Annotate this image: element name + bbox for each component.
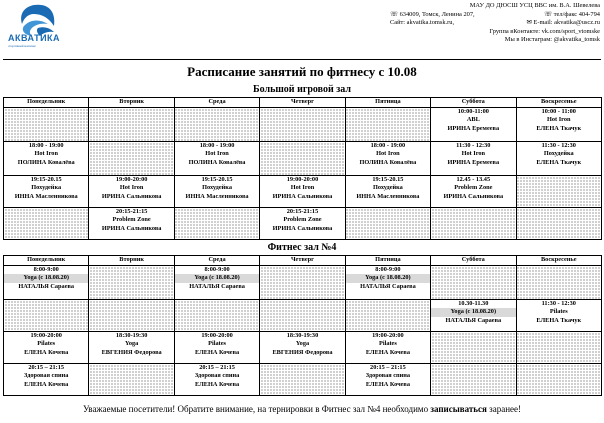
class-slot: [174, 332, 259, 364]
wave-logo-icon: [21, 5, 54, 36]
class-trainer: ИРИНА Сальникова: [443, 192, 504, 200]
class-name: Hot Iron: [547, 116, 571, 124]
class-slot: [89, 332, 174, 364]
class-name: Здоровая спина: [194, 372, 240, 380]
class-trainer: ЕЛЕНА Кочева: [24, 380, 69, 388]
class-time: 8:00-9:00: [33, 266, 59, 273]
class-time: 20:15-21:15: [115, 208, 148, 215]
class-trainer: ПОЛИНА Ковалёва: [188, 158, 246, 166]
class-slot: [89, 208, 174, 240]
phone: ☏ тел/факс 404-794: [544, 10, 600, 18]
class-trainer: ИННА Масленникова: [14, 192, 78, 200]
empty-slot: [174, 108, 259, 142]
day-header: Суббота: [431, 256, 516, 266]
empty-slot: [345, 108, 430, 142]
class-name: Hot Iron: [34, 150, 58, 158]
class-slot: [4, 364, 89, 396]
class-time: 19:00-20:00: [201, 332, 233, 339]
class-trainer: ЕЛЕНА Ткачук: [536, 158, 582, 166]
day-header: Среда: [174, 256, 259, 266]
class-name: Pilates: [378, 340, 397, 348]
footer-notice: [0, 404, 604, 414]
empty-slot: [345, 208, 430, 240]
empty-slot: [89, 108, 174, 142]
class-name: Yoga (с 18.08.20): [431, 308, 515, 316]
hall-2-title: Фитнес зал №4: [267, 242, 337, 253]
address: ☏ 634009, Томск, Ленина 207,: [390, 10, 475, 18]
class-time: 10:00 - 11:00: [541, 108, 576, 115]
day-header: Среда: [174, 98, 259, 108]
empty-slot: [260, 142, 345, 176]
class-time: 19:00-20:00: [115, 176, 148, 183]
empty-slot: [516, 364, 601, 396]
class-name: Здоровая спина: [24, 372, 69, 380]
schedule-row: [4, 364, 602, 396]
class-name: Yoga (с 18.08.20): [346, 274, 430, 282]
class-name: Problem Zone: [454, 184, 493, 192]
class-trainer: ИРИНА Сальникова: [272, 192, 333, 200]
logo-tagline: спортивный комплекс: [8, 44, 37, 48]
empty-slot: [431, 266, 516, 300]
empty-slot: [89, 266, 174, 300]
class-time: 19:15-20.15: [30, 176, 62, 183]
empty-slot: [260, 300, 345, 332]
class-time: 12.45 - 13.45: [456, 176, 491, 183]
day-header: Вторник: [89, 256, 174, 266]
day-header: Четверг: [260, 98, 345, 108]
class-time: 11:30 - 12:30: [541, 142, 576, 149]
class-time: 18:00 - 19:00: [28, 142, 64, 149]
class-time: 11:30 - 12:30: [541, 300, 576, 307]
logo-name: АКВАТИКА: [8, 33, 61, 43]
class-time: 20:15 – 21:15: [370, 364, 406, 371]
site-link[interactable]: Сайт: akvatika.tomsk.ru,: [390, 19, 455, 27]
class-slot: [345, 176, 430, 208]
class-time: 10:00-11:00: [457, 108, 489, 115]
class-trainer: ИННА Масленникова: [356, 192, 420, 200]
vk-link[interactable]: Группа вКонтакте: vk.com/sport_vtomske: [489, 27, 600, 35]
class-name: Похудейка: [31, 184, 62, 192]
empty-slot: [89, 300, 174, 332]
class-name: Yoga (с 18.08.20): [4, 274, 88, 282]
class-trainer: НАТАЛЬЯ Сараева: [18, 282, 75, 290]
day-header-row: [4, 98, 602, 108]
class-time: 18:30-19:30: [115, 332, 148, 339]
class-slot: [4, 176, 89, 208]
class-name: Yoga: [295, 340, 310, 348]
header-divider: [3, 59, 601, 60]
class-slot: [174, 266, 259, 300]
class-time: 18:30-19:30: [286, 332, 319, 339]
class-time: 19:15-20.15: [372, 176, 404, 183]
class-name: Pilates: [208, 340, 226, 348]
class-slot: [174, 364, 259, 396]
class-name: Problem Zone: [283, 216, 322, 224]
class-trainer: ИРИНА Еремеева: [447, 124, 500, 132]
schedule-row: [4, 300, 602, 332]
class-slot: [431, 176, 516, 208]
class-name: Hot Iron: [376, 150, 400, 158]
class-slot: [431, 300, 516, 332]
class-trainer: ПОЛИНА Ковалёва: [359, 158, 417, 166]
class-name: Pilates: [549, 308, 568, 316]
class-trainer: НАТАЛЬЯ Сараева: [360, 282, 416, 290]
class-slot: [260, 176, 345, 208]
class-slot: [431, 142, 516, 176]
class-name: ABL: [466, 116, 480, 124]
class-slot: [516, 300, 601, 332]
class-trainer: ЕЛЕНА Ткачук: [536, 316, 582, 324]
class-trainer: ЕЛЕНА Кочева: [194, 380, 240, 388]
empty-slot: [516, 332, 601, 364]
schedule-row: [4, 108, 602, 142]
day-header: Вторник: [89, 98, 174, 108]
class-time: 8:00-9:00: [204, 266, 230, 273]
empty-slot: [174, 208, 259, 240]
class-time: 11:30 - 12:30: [456, 142, 491, 149]
class-time: 18:00 - 19:00: [199, 142, 235, 149]
empty-slot: [4, 208, 89, 240]
empty-slot: [431, 332, 516, 364]
day-header: Пятница: [345, 256, 430, 266]
schedule-row: [4, 266, 602, 300]
footer-emphasis: записываться: [430, 404, 487, 414]
contacts-block: [390, 2, 600, 45]
class-slot: [345, 332, 430, 364]
class-trainer: ИРИНА Еремеева: [447, 158, 500, 166]
class-name: Yoga (с 18.08.20): [175, 274, 259, 282]
class-slot: [260, 208, 345, 240]
class-name: Yoga: [124, 340, 139, 348]
class-name: Problem Zone: [112, 216, 151, 224]
empty-slot: [516, 208, 601, 240]
class-name: Похудейка: [372, 184, 403, 192]
class-name: Hot Iron: [290, 184, 315, 192]
class-slot: [516, 142, 601, 176]
class-trainer: ИРИНА Сальникова: [272, 224, 333, 232]
class-trainer: ЕЛЕНА Кочева: [365, 348, 410, 356]
empty-slot: [4, 300, 89, 332]
empty-slot: [431, 364, 516, 396]
class-time: 20:15-21:15: [286, 208, 319, 215]
class-time: 19:00-20:00: [30, 332, 62, 339]
day-header: Пятница: [345, 98, 430, 108]
empty-slot: [89, 142, 174, 176]
class-trainer: ПОЛИНА Ковалёва: [17, 158, 75, 166]
class-name: Похудейка: [202, 184, 232, 192]
class-name: Hot Iron: [461, 150, 486, 158]
empty-slot: [89, 364, 174, 396]
class-name: Похудейка: [543, 150, 574, 158]
hall-1-schedule-table: [3, 97, 602, 240]
org-name: МАУ ДО ДЮСШ УСЦ ВВС им. В.А. Шевелева: [469, 2, 600, 9]
hall-1-title: Большой игровой зал: [252, 84, 351, 95]
day-header: Воскресенье: [516, 256, 601, 266]
class-slot: [174, 142, 259, 176]
schedule-row: [4, 142, 602, 176]
empty-slot: [345, 300, 430, 332]
empty-slot: [4, 108, 89, 142]
schedule-row: [4, 208, 602, 240]
class-trainer: ЕЛЕНА Кочева: [365, 380, 410, 388]
class-slot: [4, 266, 89, 300]
class-time: 18:00 - 19:00: [370, 142, 406, 149]
class-slot: [174, 176, 259, 208]
empty-slot: [516, 176, 601, 208]
class-slot: [516, 108, 601, 142]
class-trainer: ЕЛЕНА Кочева: [24, 348, 69, 356]
footer-text-before: Уважаемые посетители! Обратите внимание, на тернировки в Фитнес зал №4 необходимо: [82, 404, 431, 414]
class-trainer: НАТАЛЬЯ Сараева: [189, 282, 245, 290]
day-header: Понедельник: [4, 98, 89, 108]
class-trainer: ЕЛЕНА Кочева: [194, 348, 240, 356]
schedule-row: [4, 176, 602, 208]
class-name: Здоровая спина: [365, 372, 411, 380]
class-time: 19:00-20:00: [372, 332, 404, 339]
empty-slot: [431, 208, 516, 240]
day-header: Воскресенье: [516, 98, 601, 108]
class-slot: [260, 332, 345, 364]
class-slot: [345, 364, 430, 396]
day-header-row: [4, 256, 602, 266]
class-trainer: ЕВГЕНИЯ Федорова: [101, 348, 162, 356]
empty-slot: [174, 300, 259, 332]
class-slot: [4, 142, 89, 176]
class-slot: [431, 108, 516, 142]
email-link[interactable]: ✉ E-mail: akvatika@uscz.ru: [526, 19, 600, 27]
empty-slot: [516, 266, 601, 300]
class-slot: [345, 142, 430, 176]
class-trainer: ИРИНА Сальникова: [101, 224, 162, 232]
class-trainer: НАТАЛЬЯ Сараева: [445, 316, 502, 324]
class-trainer: ИННА Масленникова: [185, 192, 249, 200]
footer-text-after: заранее!: [486, 404, 522, 414]
schedule-row: [4, 332, 602, 364]
empty-slot: [260, 266, 345, 300]
day-header: Суббота: [431, 98, 516, 108]
class-trainer: ЕЛЕНА Ткачук: [536, 124, 582, 132]
day-header: Понедельник: [4, 256, 89, 266]
day-header: Четверг: [260, 256, 345, 266]
class-name: Hot Iron: [205, 150, 229, 158]
class-name: Hot Iron: [119, 184, 144, 192]
class-slot: [89, 176, 174, 208]
class-time: 20:15 – 21:15: [28, 364, 65, 371]
class-time: 20:15 – 21:15: [199, 364, 235, 371]
class-slot: [4, 332, 89, 364]
empty-slot: [260, 108, 345, 142]
class-time: 8:00-9:00: [375, 266, 401, 273]
page-title: Расписание занятий по фитнесу с 10.08: [187, 64, 417, 79]
class-trainer: ИРИНА Сальникова: [101, 192, 162, 200]
empty-slot: [260, 364, 345, 396]
class-time: 19:15-20.15: [201, 176, 233, 183]
class-slot: [345, 266, 430, 300]
hall-2-schedule-table: [3, 255, 602, 396]
class-time: 10.30-11.30: [458, 300, 489, 307]
class-trainer: ЕВГЕНИЯ Федорова: [272, 348, 333, 356]
class-name: Pilates: [37, 340, 56, 348]
class-time: 19:00-20:00: [286, 176, 319, 183]
instagram-link[interactable]: Мы в Инстаграм: @akvatika_tomsk: [504, 36, 600, 44]
